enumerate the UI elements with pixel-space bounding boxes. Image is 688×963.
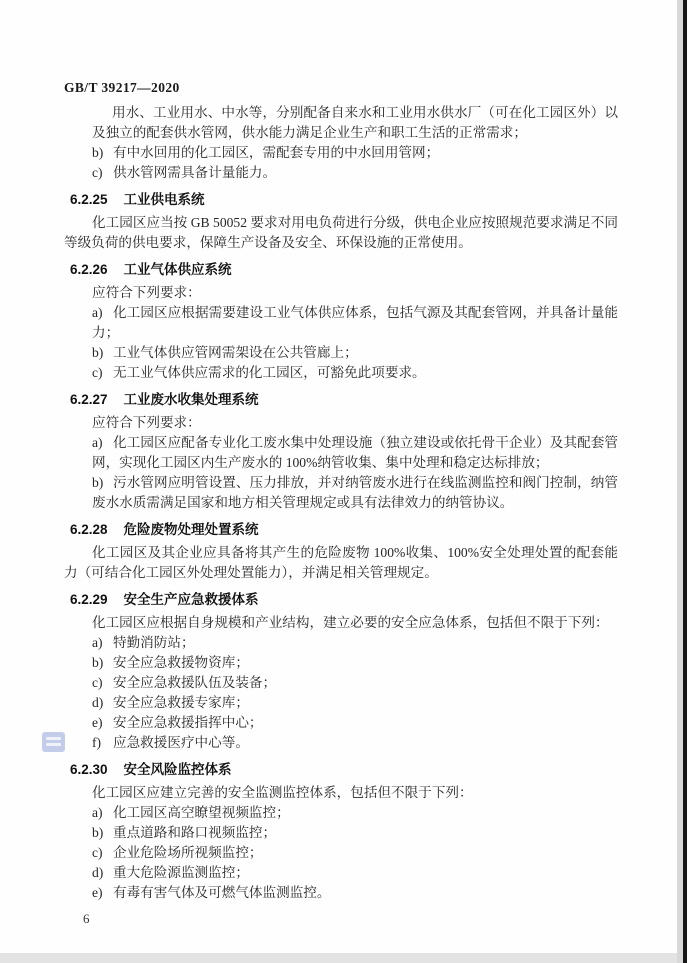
list-item	[92, 823, 618, 843]
list-item	[92, 473, 618, 513]
continued-paragraph: 用水、工业用水、中水等，分别配备自来水和工业用水供水厂（可在化工园区外）以及独立的配套供水管网，供水能力满足企业生产和职工生活的正常需求；	[92, 105, 618, 140]
section-heading	[70, 189, 618, 210]
section-number: 6.2.28	[70, 522, 108, 537]
paragraph: 应符合下列要求：	[92, 415, 201, 430]
section-number: 6.2.30	[70, 762, 108, 777]
list-item-marker: a)	[92, 435, 103, 450]
standard-number-header: GB/T 39217—2020	[64, 80, 180, 95]
section-heading	[70, 759, 618, 780]
list-item	[92, 673, 618, 693]
list-item-marker: c)	[92, 845, 103, 860]
list-item-marker: e)	[92, 885, 103, 900]
list-item-text: 重点道路和路口视频监控；	[113, 825, 277, 840]
list-item-text: 化工园区应根据需要建设工业气体供应体系，包括气源及其配套管网，并具备计量能力；	[92, 305, 618, 340]
section-heading	[70, 589, 618, 610]
list-item	[92, 343, 618, 363]
list-item-marker: f)	[92, 735, 102, 750]
list-item-text: 重大危险源监测监控；	[113, 865, 249, 880]
list-item-text: 有毒有害气体及可燃气体监测监控。	[113, 885, 331, 900]
section-title: 危险废物处理处置系统	[123, 522, 259, 537]
list-item-marker: b)	[92, 345, 104, 360]
paragraph: 化工园区及其企业应具备将其产生的危险废物 100%收集、100%安全处理处置的配套能力（可结合化工园区外处理处置能力），并满足相关管理规定。	[64, 545, 618, 580]
list-item-text: 企业危险场所视频监控；	[113, 845, 263, 860]
list-item-marker: d)	[92, 865, 104, 880]
list-item-text: 污水管网应明管设置、压力排放，并对纳管废水进行在线监测监控和阀门控制，纳管废水水质需满足国家和地方相关管理规定或具有法律效力的纳管协议。	[92, 475, 618, 510]
section-title: 安全风险监控体系	[123, 762, 232, 777]
list-item	[92, 693, 618, 713]
section-number: 6.2.29	[70, 592, 108, 607]
list-item-marker: d)	[92, 695, 104, 710]
list-item-text: 化工园区高空瞭望视频监控；	[113, 805, 290, 820]
list-item	[92, 803, 618, 823]
section-title: 工业供电系统	[123, 192, 205, 207]
section-heading	[70, 259, 618, 280]
paragraph: 化工园区应根据自身规模和产业结构，建立必要的安全应急体系，包括但不限于下列：	[92, 615, 609, 630]
watermark-texture	[46, 737, 61, 740]
list-item-text: 安全应急救援指挥中心；	[113, 715, 263, 730]
section-title: 工业气体供应系统	[123, 262, 232, 277]
list-item-text: 安全应急救援专家库；	[113, 695, 249, 710]
page-number: 6	[83, 911, 90, 926]
list-item-text: 应急救援医疗中心等。	[113, 735, 249, 750]
list-item	[92, 363, 618, 383]
list-item	[92, 653, 618, 673]
list-item-marker: a)	[92, 305, 103, 320]
list-item-text: 有中水回用的化工园区，需配套专用的中水回用管网；	[113, 145, 440, 160]
watermark-texture	[46, 743, 61, 746]
list-item-marker: b)	[92, 475, 104, 490]
list-item-text: 化工园区应配备专业化工废水集中处理设施（独立建设或依托骨干企业）及其配套管网，实现化工园区内生产废水的 100%纳管收集、集中处理和稳定达标排放；	[92, 435, 618, 470]
scan-edge-bottom	[0, 953, 683, 963]
list-item	[92, 143, 618, 163]
section-heading	[70, 389, 618, 410]
list-item	[92, 733, 618, 753]
list-item-marker: b)	[92, 655, 104, 670]
list-item-marker: c)	[92, 165, 103, 180]
list-item-text: 安全应急救援队伍及装备；	[113, 675, 277, 690]
list-item-text: 特勤消防站；	[113, 635, 195, 650]
list-item	[92, 303, 618, 343]
list-item-text: 安全应急救援物资库；	[113, 655, 249, 670]
list-item-text: 工业气体供应管网需架设在公共管廊上；	[113, 345, 358, 360]
document-body	[64, 103, 618, 929]
list-item	[92, 713, 618, 733]
section-number: 6.2.25	[70, 192, 108, 207]
section-title: 工业废水收集处理系统	[123, 392, 259, 407]
list-item	[92, 843, 618, 863]
list-item	[92, 863, 618, 883]
list-item	[92, 633, 618, 653]
list-item-marker: c)	[92, 365, 103, 380]
list-item-text: 无工业气体供应需求的化工园区，可豁免此项要求。	[113, 365, 426, 380]
section-title: 安全生产应急救援体系	[123, 592, 259, 607]
paragraph: 化工园区应当按 GB 50052 要求对用电负荷进行分级，供电企业应按照规范要求满足不同等级负荷的供电要求，保障生产设备及安全、环保设施的正常使用。	[64, 215, 618, 250]
list-item-marker: a)	[92, 805, 103, 820]
list-item	[92, 883, 618, 903]
scan-edge-right-black	[683, 0, 687, 963]
paragraph: 化工园区应建立完善的安全监测监控体系，包括但不限于下列：	[92, 785, 473, 800]
list-item-text: 供水管网需具备计量能力。	[113, 165, 277, 180]
section-number: 6.2.27	[70, 392, 108, 407]
section-heading	[70, 519, 618, 540]
list-item-marker: b)	[92, 825, 104, 840]
list-item-marker: c)	[92, 675, 103, 690]
list-item	[92, 163, 618, 183]
list-item-marker: b)	[92, 145, 104, 160]
paragraph: 应符合下列要求：	[92, 285, 201, 300]
section-number: 6.2.26	[70, 262, 108, 277]
list-item	[92, 433, 618, 473]
list-item-marker: e)	[92, 715, 103, 730]
blue-stamp-watermark-icon	[42, 732, 65, 752]
list-item-marker: a)	[92, 635, 103, 650]
